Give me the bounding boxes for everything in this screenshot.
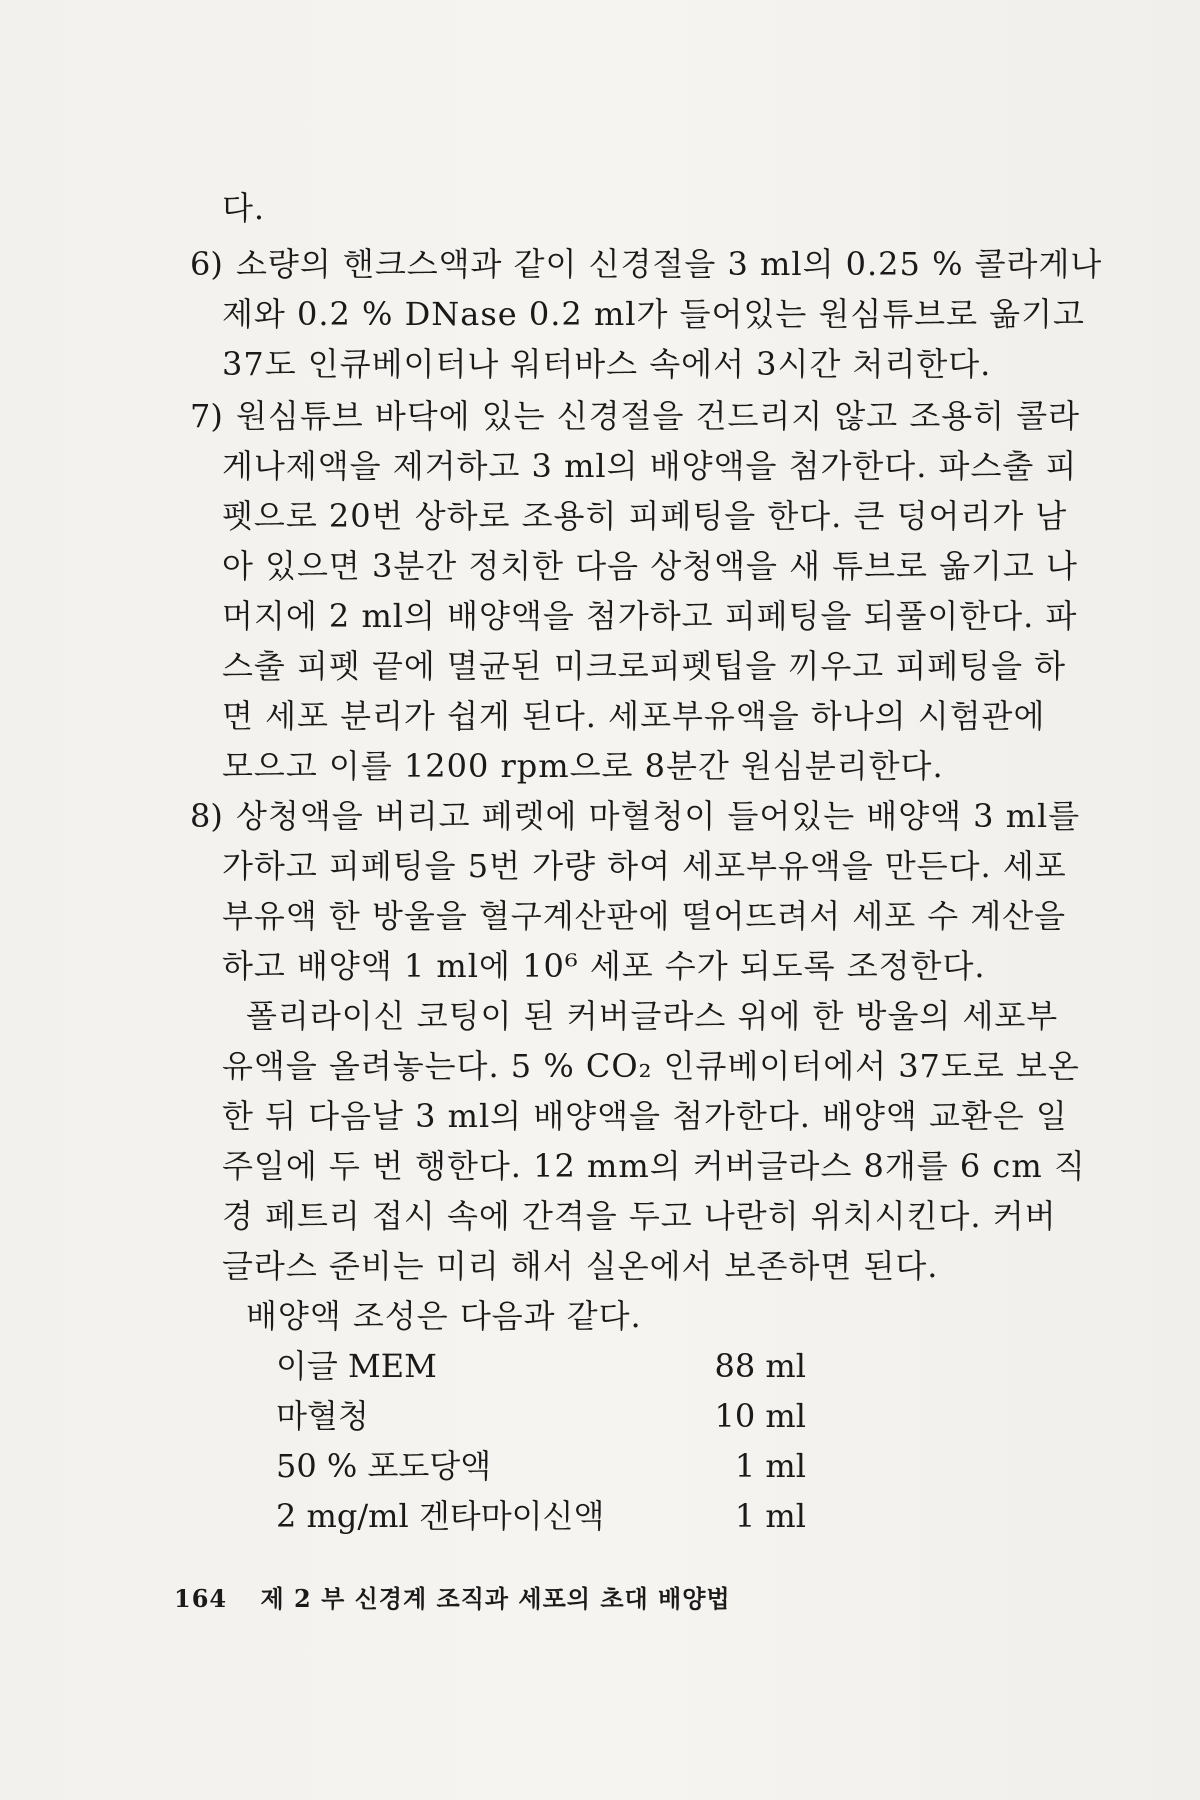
recipe-row [276, 1494, 806, 1538]
text-line: 소량의 핸크스액과 같이 신경절을 3 ml의 0.25 % 콜라게나 [236, 245, 1103, 283]
recipe-quantity: 10 ml [714, 1397, 806, 1435]
item-number: 7) [190, 397, 223, 435]
text-line: 글라스 준비는 미리 해서 실온에서 보존하면 된다. [222, 1247, 939, 1285]
recipe-quantity: 1 ml [734, 1447, 806, 1485]
page-footer [174, 1582, 731, 1616]
text-line: 하고 배양액 1 ml에 10⁶ 세포 수가 되도록 조정한다. [222, 947, 986, 985]
recipe-row [276, 1394, 806, 1438]
recipe-ingredient: 마혈청 [276, 1397, 369, 1435]
page-number: 164 [174, 1584, 228, 1613]
recipe-ingredient: 이글 MEM [276, 1347, 437, 1385]
text-line: 37도 인큐베이터나 워터바스 속에서 3시간 처리한다. [222, 345, 992, 383]
text-line: 유액을 올려놓는다. 5 % CO₂ 인큐베이터에서 37도로 보온 [222, 1047, 1080, 1085]
recipe-ingredient: 2 mg/ml 겐타마이신액 [276, 1497, 605, 1535]
item-number: 8) [190, 797, 223, 835]
recipe-quantity: 88 ml [714, 1347, 806, 1385]
text-line: 배양액 조성은 다음과 같다. [246, 1297, 642, 1335]
text-line: 제와 0.2 % DNase 0.2 ml가 들어있는 원심튜브로 옮기고 [222, 295, 1085, 333]
recipe-ingredient: 50 % 포도당액 [276, 1447, 492, 1485]
text-line: 부유액 한 방울을 혈구계산판에 떨어뜨려서 세포 수 계산을 [222, 897, 1067, 935]
recipe-row [276, 1344, 806, 1388]
recipe-row [276, 1444, 806, 1488]
text-line: 가하고 피페팅을 5번 가량 하여 세포부유액을 만든다. 세포 [222, 847, 1067, 885]
running-title: 제 2 부 신경계 조직과 세포의 초대 배양법 [260, 1584, 731, 1613]
text-line: 경 페트리 접시 속에 간격을 두고 나란히 위치시킨다. 커버 [222, 1197, 1057, 1235]
text-line: 다. [222, 189, 266, 227]
text-line: 면 세포 분리가 쉽게 된다. 세포부유액을 하나의 시험관에 [222, 697, 1046, 735]
text-line: 모으고 이를 1200 rpm으로 8분간 원심분리한다. [222, 747, 944, 785]
text-line: 한 뒤 다음날 3 ml의 배양액을 첨가한다. 배양액 교환은 일 [222, 1097, 1068, 1135]
item-number: 6) [190, 245, 223, 283]
text-line: 상청액을 버리고 페렛에 마혈청이 들어있는 배양액 3 ml를 [236, 797, 1081, 835]
text-line: 아 있으면 3분간 정치한 다음 상청액을 새 튜브로 옮기고 나 [222, 547, 1078, 585]
recipe-quantity: 1 ml [734, 1497, 806, 1535]
text-line: 원심튜브 바닥에 있는 신경절을 건드리지 않고 조용히 콜라 [236, 397, 1081, 435]
text-line: 주일에 두 번 행한다. 12 mm의 커버글라스 8개를 6 cm 직 [222, 1147, 1086, 1185]
text-line: 스출 피펫 끝에 멸균된 미크로피펫팁을 끼우고 피페팅을 하 [222, 647, 1067, 685]
text-line: 게나제액을 제거하고 3 ml의 배양액을 첨가한다. 파스출 피 [222, 447, 1078, 485]
text-line: 폴리라이신 코팅이 된 커버글라스 위에 한 방울의 세포부 [246, 997, 1059, 1035]
text-line: 펫으로 20번 상하로 조용히 피페팅을 한다. 큰 덩어리가 남 [222, 497, 1068, 535]
text-line: 머지에 2 ml의 배양액을 첨가하고 피페팅을 되풀이한다. 파 [222, 597, 1078, 635]
